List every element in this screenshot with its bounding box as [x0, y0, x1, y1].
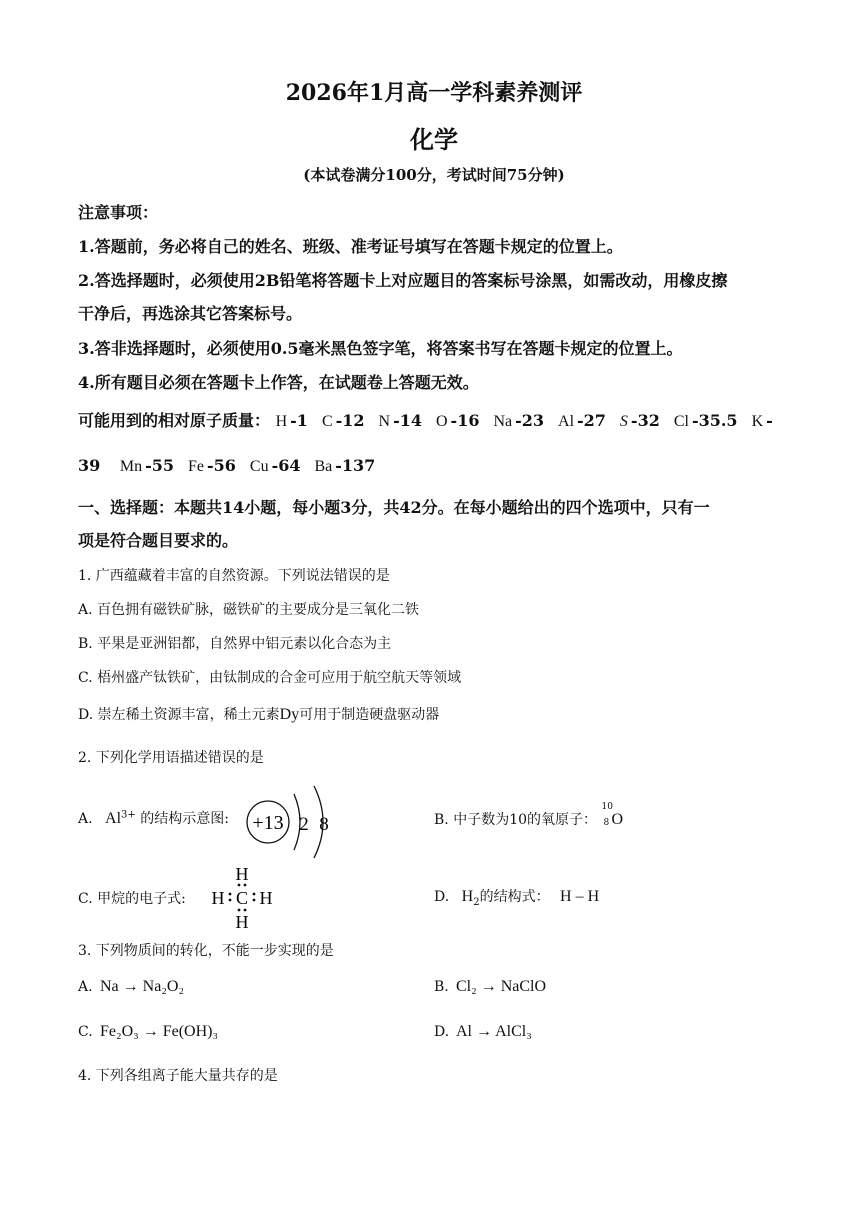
- atomic-mass-value: -16: [450, 411, 480, 430]
- option-label: D.: [434, 1024, 450, 1040]
- element-symbol: Cl: [673, 413, 689, 430]
- option-label: A.: [78, 979, 93, 995]
- element-symbol: Cu: [249, 458, 269, 475]
- element-symbol: S: [619, 413, 628, 430]
- option-label: C.: [78, 1024, 93, 1040]
- question-3-option-c: [78, 1023, 218, 1041]
- ion-symbol: Al: [105, 810, 122, 827]
- atomic-mass-entry: [276, 411, 308, 430]
- atomic-mass-value: -14: [393, 411, 422, 430]
- element-symbol: O: [435, 413, 448, 430]
- notice-item: 4.所有题目必须在答题卡上作答，在试题卷上答题无效。: [78, 373, 479, 392]
- element-symbol: Dy: [279, 706, 300, 723]
- isotope-notation: [601, 802, 613, 830]
- atomic-mass-value: -55: [145, 456, 174, 475]
- question-2-option-d: [434, 886, 599, 908]
- element-symbol: H: [461, 888, 474, 905]
- option-label: D.: [434, 889, 450, 905]
- hydrogen-atom: H: [259, 888, 273, 908]
- atomic-mass-entry: [436, 411, 479, 430]
- atomic-mass-entry: [752, 411, 773, 430]
- atomic-mass-continuation: 39: [78, 456, 101, 475]
- atomic-mass-entry: [314, 456, 375, 475]
- atomic-mass-entry: [620, 411, 660, 430]
- mass-number: 10: [601, 802, 613, 812]
- nucleus-charge: +13: [252, 812, 284, 834]
- atomic-mass-value: -64: [271, 456, 301, 475]
- atomic-mass-value: -27: [577, 411, 606, 430]
- atomic-mass-list: [120, 456, 389, 475]
- atomic-mass-entry: [120, 456, 174, 475]
- element-symbol: H: [275, 413, 288, 430]
- question-2-option-b: [434, 802, 624, 830]
- question-1-option-a: A. 百色拥有磁铁矿脉，磁铁矿的主要成分是三氧化二铁: [78, 602, 420, 618]
- question-1-stem: 1. 广西蕴藏着丰富的自然资源。下列说法错误的是: [78, 568, 390, 584]
- question-2-option-c: C. 甲烷的电子式:: [78, 891, 186, 907]
- option-text: 可用于制造硬盘驱动器: [299, 707, 440, 723]
- element-symbol: Fe: [187, 458, 204, 475]
- reaction-formula: Na → Na₂O₂: [100, 978, 185, 995]
- atomic-number: 8: [603, 818, 610, 828]
- notice-heading: 注意事项：: [78, 203, 159, 222]
- shell-2-electrons: 8: [319, 814, 329, 835]
- question-3-option-d: [434, 1023, 532, 1041]
- question-2-stem: 2. 下列化学用语描述错误的是: [78, 750, 264, 766]
- element-symbol: O: [611, 811, 624, 828]
- notice-item: 2.答选择题时，必须使用2B铅笔将答题卡上对应题目的答案标号涂黑，如需改动，用橡皮擦: [78, 271, 728, 290]
- atomic-mass-value: -23: [515, 411, 545, 430]
- atomic-mass-entry: [493, 411, 544, 430]
- element-symbol: Al: [558, 413, 575, 430]
- subject-title: 化学: [410, 125, 458, 154]
- question-3-option-b: [434, 978, 546, 996]
- notice-item: 干净后，再选涂其它答案标号。: [78, 304, 303, 323]
- option-text: 的结构示意图:: [140, 811, 229, 827]
- subscript: 2: [473, 896, 480, 908]
- element-symbol: Mn: [119, 458, 143, 475]
- atomic-mass-value: -35.5: [691, 411, 738, 430]
- section-heading-line: 一、选择题：本题共14小题，每小题3分，共42分。在每小题给出的四个选项中，只有一: [78, 498, 710, 517]
- option-text: 的结构式：: [479, 889, 550, 905]
- atomic-mass-value: -: [766, 411, 773, 430]
- ion-charge: 3+: [121, 809, 136, 821]
- atomic-mass-value: -137: [335, 456, 376, 475]
- atomic-mass-value: -56: [206, 456, 236, 475]
- question-3-stem: 3. 下列物质间的转化，不能一步实现的是: [78, 943, 334, 959]
- option-label: A.: [78, 811, 93, 827]
- atomic-mass-line-1: [78, 408, 787, 431]
- question-1-option-c: C. 梧州盛产钛铁矿，由钛制成的合金可应用于航空航天等领域: [78, 670, 462, 686]
- reaction-formula: Al → AlCl₃: [456, 1023, 532, 1040]
- question-2-option-a: [78, 808, 229, 828]
- element-symbol: C: [321, 413, 333, 430]
- carbon-atom: C: [235, 888, 249, 908]
- atomic-mass-entry: [250, 456, 301, 475]
- section-heading-line: 项是符合题目要求的。: [78, 531, 239, 550]
- option-label: B.: [434, 979, 449, 995]
- exam-duration-note: (本试卷满分100分，考试时间75分钟): [303, 166, 565, 184]
- element-symbol: N: [378, 413, 391, 430]
- element-symbol: Ba: [314, 458, 333, 475]
- question-4-stem: 4. 下列各组离子能大量共存的是: [78, 1068, 278, 1084]
- question-1-option-b: B. 平果是亚洲铝都，自然界中铝元素以化合态为主: [78, 636, 392, 652]
- atomic-mass-value: -12: [335, 411, 365, 430]
- exam-title: 2026年1月高一学科素养测评: [285, 80, 583, 106]
- element-symbol: Na: [493, 413, 513, 430]
- methane-electron-formula: [206, 860, 286, 936]
- atomic-mass-entry: [674, 411, 738, 430]
- hydrogen-atom: H: [235, 912, 249, 932]
- reaction-formula: Fe₂O₃ → Fe(OH)₃: [100, 1023, 219, 1040]
- hydrogen-atom: H: [235, 864, 249, 884]
- notice-item: 1.答题前，务必将自己的姓名、班级、准考证号填写在答题卡规定的位置上。: [78, 237, 623, 256]
- question-3-option-a: [78, 978, 184, 996]
- option-text: D. 崇左稀土资源丰富，稀土元素: [78, 707, 280, 723]
- option-text: B. 中子数为10的氧原子：: [434, 812, 598, 828]
- atomic-mass-value: -32: [630, 411, 660, 430]
- atom-structure-diagram: [244, 780, 344, 860]
- atomic-mass-line-2: [78, 456, 389, 476]
- atomic-mass-entry: [322, 411, 365, 430]
- atomic-mass-list: [276, 411, 787, 430]
- reaction-formula: Cl₂ → NaClO: [456, 978, 547, 995]
- shell-1-electrons: 2: [299, 814, 309, 835]
- hydrogen-atom: H: [211, 888, 225, 908]
- atomic-mass-entry: [188, 456, 236, 475]
- structural-formula: H – H: [560, 888, 600, 905]
- notice-item: 3.答非选择题时，必须使用0.5毫米黑色签字笔，将答案书写在答题卡规定的位置上。: [78, 339, 683, 358]
- atomic-mass-label: 可能用到的相对原子质量：: [78, 411, 271, 430]
- atomic-mass-entry: [379, 411, 422, 430]
- atomic-mass-value: -1: [290, 411, 308, 430]
- question-1-option-d: [78, 704, 439, 724]
- atomic-mass-entry: [558, 411, 606, 430]
- element-symbol: K: [751, 413, 764, 430]
